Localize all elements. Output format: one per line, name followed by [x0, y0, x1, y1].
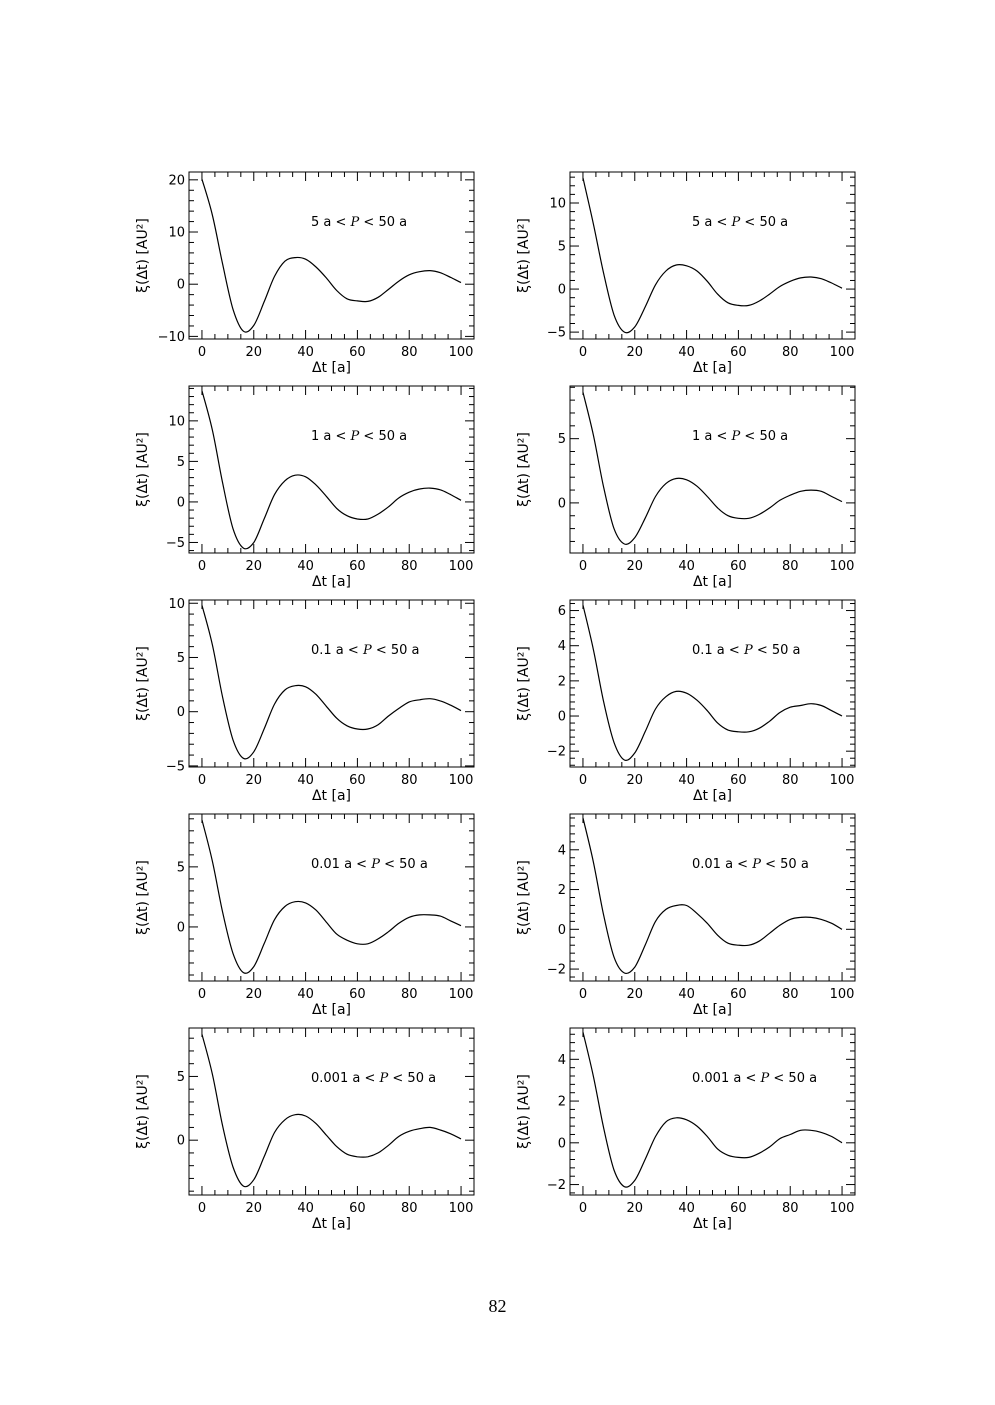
x-tick-label: 60: [730, 345, 747, 360]
range-annotation: 0.1 a < P < 50 a: [311, 643, 420, 658]
y-tick-label: 5: [557, 432, 566, 448]
y-tick-label: −2: [546, 1178, 566, 1194]
x-tick-label: 60: [730, 773, 747, 788]
x-tick-label: 80: [781, 559, 799, 574]
y-tick-label: 0: [176, 277, 185, 293]
y-tick-label: 0: [557, 709, 566, 725]
plot-frame: [570, 386, 855, 553]
y-tick-label: 0: [176, 495, 185, 511]
plot-frame: [189, 600, 474, 767]
x-tick-label: 60: [349, 345, 366, 360]
x-tick-label: 100: [448, 559, 474, 574]
y-axis-label: ξ(Δt) [AU²]: [135, 1074, 151, 1149]
x-tick-label: 0: [578, 559, 588, 574]
range-annotation: 0.001 a < P < 50 a: [311, 1071, 437, 1086]
x-tick-label: 80: [400, 773, 418, 788]
x-tick-label: 20: [245, 559, 263, 574]
x-tick-label: 0: [197, 1201, 207, 1216]
x-tick-label: 100: [448, 1201, 474, 1216]
x-tick-label: 40: [297, 773, 314, 788]
x-tick-label: 40: [678, 559, 695, 574]
range-annotation: 0.01 a < P < 50 a: [311, 857, 428, 872]
x-tick-label: 0: [578, 1201, 588, 1216]
y-axis-label: ξ(Δt) [AU²]: [516, 860, 532, 935]
x-axis-label: Δt [a]: [692, 1216, 733, 1232]
x-tick-label: 40: [297, 559, 314, 574]
y-axis-label: ξ(Δt) [AU²]: [135, 646, 151, 721]
y-tick-label: 2: [557, 883, 566, 899]
data-line: [202, 605, 461, 758]
x-tick-label: 100: [448, 345, 474, 360]
x-tick-label: 60: [349, 1201, 366, 1216]
y-tick-label: −5: [546, 325, 566, 341]
y-tick-label: 5: [176, 860, 185, 876]
range-annotation: 0.1 a < P < 50 a: [692, 643, 801, 658]
x-tick-label: 40: [678, 345, 695, 360]
x-tick-label: 60: [730, 559, 747, 574]
x-axis-label: Δt [a]: [692, 788, 733, 804]
y-tick-label: 0: [557, 922, 566, 938]
y-tick-label: 2: [557, 674, 566, 690]
y-tick-label: 5: [176, 1069, 185, 1085]
x-tick-label: 20: [626, 773, 644, 788]
data-line: [202, 1034, 461, 1186]
x-tick-label: 0: [578, 987, 588, 1002]
panel-4: [516, 386, 855, 590]
x-axis-label: Δt [a]: [692, 1002, 733, 1018]
x-tick-label: 60: [349, 559, 366, 574]
data-line: [583, 392, 842, 544]
y-tick-label: 4: [557, 1052, 566, 1068]
y-tick-label: −2: [546, 962, 566, 978]
y-tick-label: −5: [165, 759, 185, 775]
panel-8: [516, 814, 855, 1018]
x-tick-label: 80: [781, 345, 799, 360]
panel-10: [516, 1028, 855, 1232]
y-tick-label: 0: [176, 705, 185, 721]
data-line: [202, 820, 461, 973]
plot-frame: [189, 386, 474, 553]
y-axis-label: ξ(Δt) [AU²]: [135, 860, 151, 935]
x-axis-label: Δt [a]: [311, 1002, 352, 1018]
x-tick-label: 0: [578, 773, 588, 788]
x-tick-label: 20: [245, 773, 263, 788]
panel-7: [135, 814, 474, 1018]
x-tick-label: 80: [400, 559, 418, 574]
x-tick-label: 20: [245, 345, 263, 360]
x-tick-label: 100: [829, 987, 855, 1002]
x-tick-label: 80: [400, 1201, 418, 1216]
y-tick-label: 5: [176, 454, 185, 470]
range-annotation: 1 a < P < 50 a: [311, 429, 408, 444]
y-tick-label: 20: [168, 173, 185, 189]
y-axis-label: ξ(Δt) [AU²]: [135, 218, 151, 293]
data-line: [202, 391, 461, 549]
plot-frame: [570, 1028, 855, 1195]
page-number: 82: [488, 1296, 507, 1316]
range-annotation: 0.001 a < P < 50 a: [692, 1071, 818, 1086]
plot-frame: [570, 814, 855, 981]
panel-9: [135, 1028, 474, 1232]
y-tick-label: −5: [165, 535, 185, 551]
y-tick-label: −2: [546, 744, 566, 760]
plot-frame: [189, 1028, 474, 1195]
y-tick-label: 0: [176, 1133, 185, 1149]
y-axis-label: ξ(Δt) [AU²]: [135, 432, 151, 507]
x-tick-label: 40: [297, 1201, 314, 1216]
y-tick-label: 5: [557, 239, 566, 255]
data-line: [583, 818, 842, 973]
x-axis-label: Δt [a]: [692, 574, 733, 590]
x-tick-label: 0: [197, 559, 207, 574]
x-tick-label: 20: [245, 987, 263, 1002]
y-tick-label: 4: [557, 843, 566, 859]
y-tick-label: 0: [176, 920, 185, 936]
range-annotation: 0.01 a < P < 50 a: [692, 857, 809, 872]
range-annotation: 5 a < P < 50 a: [311, 215, 408, 230]
y-tick-label: 10: [168, 414, 185, 430]
x-tick-label: 100: [829, 345, 855, 360]
x-tick-label: 80: [781, 773, 799, 788]
x-tick-label: 60: [349, 987, 366, 1002]
x-axis-label: Δt [a]: [311, 788, 352, 804]
x-tick-label: 100: [829, 1201, 855, 1216]
x-tick-label: 40: [678, 987, 695, 1002]
x-tick-label: 20: [626, 345, 644, 360]
x-tick-label: 20: [626, 559, 644, 574]
x-tick-label: 80: [400, 987, 418, 1002]
y-tick-label: 2: [557, 1094, 566, 1110]
x-tick-label: 20: [626, 987, 644, 1002]
data-line: [583, 178, 842, 333]
plot-frame: [570, 172, 855, 339]
y-axis-label: ξ(Δt) [AU²]: [516, 646, 532, 721]
data-line: [583, 1032, 842, 1187]
x-tick-label: 60: [730, 987, 747, 1002]
x-tick-label: 100: [448, 987, 474, 1002]
x-tick-label: 40: [678, 1201, 695, 1216]
y-tick-label: −10: [157, 329, 185, 345]
plot-frame: [189, 172, 474, 339]
panel-2: [516, 172, 855, 376]
panel-3: [135, 386, 474, 590]
x-tick-label: 0: [197, 773, 207, 788]
x-tick-label: 100: [829, 559, 855, 574]
range-annotation: 5 a < P < 50 a: [692, 215, 789, 230]
y-tick-label: 0: [557, 496, 566, 512]
data-line: [202, 179, 461, 332]
x-axis-label: Δt [a]: [311, 1216, 352, 1232]
x-tick-label: 0: [578, 345, 588, 360]
y-tick-label: 5: [176, 650, 185, 666]
x-tick-label: 20: [245, 1201, 263, 1216]
x-tick-label: 80: [781, 1201, 799, 1216]
x-axis-label: Δt [a]: [311, 360, 352, 376]
x-tick-label: 20: [626, 1201, 644, 1216]
plot-frame: [189, 814, 474, 981]
x-tick-label: 60: [349, 773, 366, 788]
y-tick-label: 10: [168, 596, 185, 612]
y-tick-label: 0: [557, 1136, 566, 1152]
y-axis-label: ξ(Δt) [AU²]: [516, 218, 532, 293]
y-tick-label: 0: [557, 282, 566, 298]
x-tick-label: 40: [297, 345, 314, 360]
panel-5: [135, 597, 474, 804]
x-tick-label: 0: [197, 987, 207, 1002]
y-tick-label: 6: [557, 604, 566, 620]
x-tick-label: 80: [400, 345, 418, 360]
panel-6: [516, 600, 855, 804]
x-tick-label: 40: [678, 773, 695, 788]
y-axis-label: ξ(Δt) [AU²]: [516, 432, 532, 507]
data-line: [583, 605, 842, 760]
y-tick-label: 4: [557, 639, 566, 655]
x-tick-label: 60: [730, 1201, 747, 1216]
x-tick-label: 100: [829, 773, 855, 788]
range-annotation: 1 a < P < 50 a: [692, 429, 789, 444]
y-tick-label: 10: [168, 225, 185, 241]
y-axis-label: ξ(Δt) [AU²]: [516, 1074, 532, 1149]
y-tick-label: 10: [549, 196, 566, 212]
x-tick-label: 80: [781, 987, 799, 1002]
panel-1: [135, 172, 474, 376]
x-axis-label: Δt [a]: [692, 360, 733, 376]
x-axis-label: Δt [a]: [311, 574, 352, 590]
plot-frame: [570, 600, 855, 767]
x-tick-label: 100: [448, 773, 474, 788]
x-tick-label: 40: [297, 987, 314, 1002]
x-tick-label: 0: [197, 345, 207, 360]
